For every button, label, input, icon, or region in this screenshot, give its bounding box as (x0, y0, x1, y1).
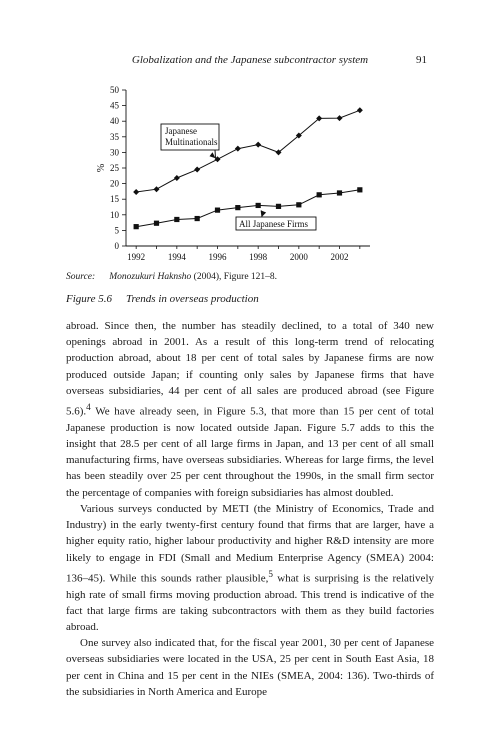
paragraph-1 (66, 318, 434, 501)
data-point-diamond (194, 167, 200, 173)
data-point-square (357, 187, 362, 192)
paragraph-2 (66, 501, 434, 635)
figure-caption (66, 293, 259, 305)
data-point-diamond (235, 146, 241, 152)
data-point-diamond (133, 189, 139, 195)
data-point-diamond (154, 186, 160, 192)
paragraph-3 (66, 635, 434, 700)
y-tick-label: 10 (110, 209, 119, 220)
paragraph-2-text-b: what is surprising is the relatively high rate of small firms moving production abroad. This trend is indicative of the fact that large firms are taking subcontractors with them as they build factories abroad. (66, 572, 434, 633)
data-point-square (337, 190, 342, 195)
y-axis-label: % (96, 163, 107, 173)
data-point-square (256, 203, 261, 208)
y-tick-label: 20 (110, 178, 119, 189)
y-tick-label: 50 (110, 85, 119, 95)
data-point-square (276, 204, 281, 209)
source-reference-detail: (2004), Figure 121–8. (191, 272, 278, 282)
y-tick-label: 0 (114, 241, 119, 251)
data-point-diamond (357, 107, 363, 113)
source-reference-title: Monozukuri Haknsho (109, 272, 192, 282)
data-point-diamond (174, 175, 180, 181)
chart-annotations (161, 124, 316, 230)
figure-source (66, 272, 277, 282)
data-point-square (296, 202, 301, 207)
running-head-title: Globalization and the Japanese subcontractor system (131, 54, 369, 66)
x-tick-label: 1998 (249, 252, 268, 262)
paragraph-3-text: One survey also indicated that, for the fiscal year 2001, 30 per cent of Japanese overseas subsidiaries were located in the USA, 25 per cent in South East Asia, 18 per cent in China and 15 per cent in the NIEs (SMEA, 2004: 136). Two-thirds of the subsidiaries in North America and Europe (66, 637, 434, 698)
data-point-square (134, 224, 139, 229)
x-tick-label: 1992 (127, 252, 146, 262)
data-point-diamond (337, 115, 343, 121)
figure-title: Trends in overseas production (126, 293, 259, 305)
y-tick-label: 25 (110, 163, 119, 173)
data-point-square (195, 216, 200, 221)
paragraph-2-text-a: Various surveys conducted by METI (the Ministry of Economics, Trade and Industry) in the early twenty-first century found that firms that are larger, have a higher equity ratio, higher labour productivity and higher R&D intensity are more likely to engage in FDI (Small and Medium Enterprise Agency (SMEA) 2004: 136–45). While this sounds rather plausible, (66, 502, 434, 585)
figure-number: Figure 5.6 (66, 293, 113, 305)
overseas-production-chart (0, 78, 500, 268)
data-point-diamond (255, 142, 261, 148)
body-text (66, 318, 434, 700)
data-point-square (154, 221, 159, 226)
data-point-square (215, 208, 220, 213)
paragraph-1-text-a: abroad. Since then, the number has steadily declined, to a total of 340 new openings abroad in 2001. As a result of this long-term trend of relocating production abroad, about 18 per cent of total sales by Japanese firms are now produced outside Japan; if counting only sales by Japanese firms that have overseas subsidiaries, 44 per cent of all sales are produced abroad (see Figure 5.6). (66, 320, 434, 418)
annotation-arrowhead-multinationals (210, 152, 216, 158)
y-tick-label: 35 (110, 131, 119, 142)
series-line-0 (136, 110, 360, 192)
page-number: 91 (416, 54, 427, 66)
y-tick-label: 45 (110, 100, 119, 111)
footnote-ref-5: 5 (268, 568, 273, 579)
chart-axes (96, 85, 370, 262)
y-tick-label: 40 (110, 116, 119, 127)
y-tick-label: 30 (110, 147, 119, 158)
y-tick-label: 15 (110, 194, 119, 205)
data-point-square (174, 217, 179, 222)
data-point-square (317, 192, 322, 197)
annotation-label-multinationals: Multinationals (165, 137, 218, 147)
y-tick-label: 5 (114, 225, 119, 236)
x-tick-label: 2000 (289, 252, 308, 262)
footnote-ref-4: 4 (86, 402, 91, 413)
x-tick-label: 1994 (167, 252, 186, 262)
paragraph-1-text-b: We have already seen, in Figure 5.3, that more than 15 per cent of total Japanese production is now located outside Japan. Figure 5.7 adds to this the insight that 28.5 per cent of all large firms in Japan, and 13 per cent of all small manufacturing firms, have overseas subsidiaries. Whereas for large firms, the level has been steadily over 25 per cent throughout the 1990s, in the small firm sector the percentage of companies with foreign subsidiaries has almost doubled. (66, 405, 434, 499)
data-point-square (235, 205, 240, 210)
x-tick-label: 1996 (208, 252, 227, 262)
running-head (0, 54, 500, 70)
annotation-arrow-multinationals (215, 150, 216, 158)
source-label: Source: (66, 272, 96, 282)
annotation-label-multinationals: Japanese (165, 126, 197, 136)
annotation-label-all-firms: All Japanese Firms (239, 219, 308, 229)
x-tick-label: 2002 (330, 252, 349, 262)
